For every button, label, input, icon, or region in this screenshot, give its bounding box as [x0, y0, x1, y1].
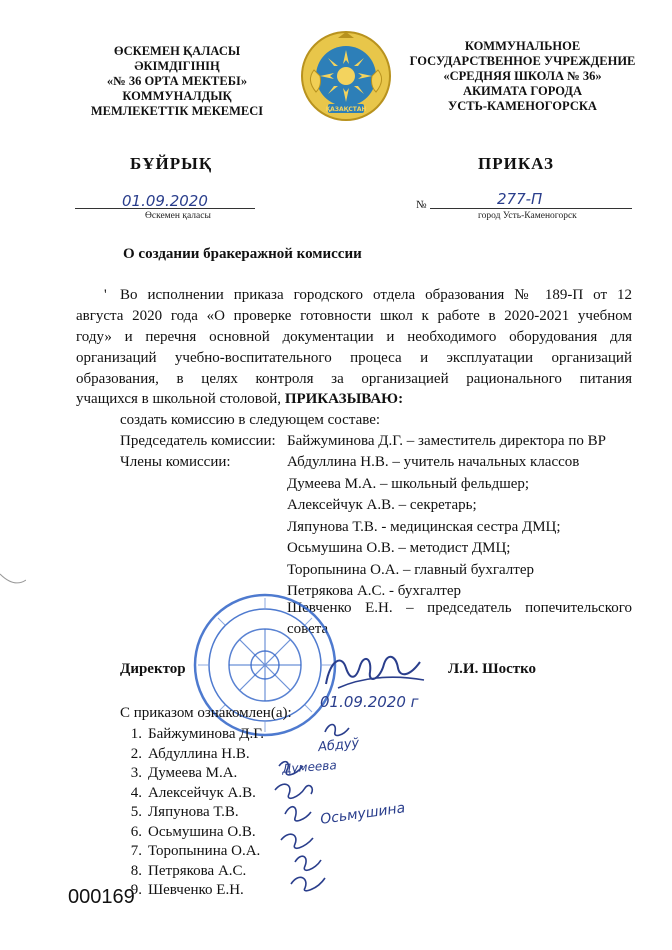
acquainted-name: Думеева М.А. — [148, 765, 238, 781]
body-colon: : — [398, 391, 404, 407]
title-ru: ПРИКАЗ — [478, 154, 554, 173]
acquainted-item — [120, 745, 264, 765]
members-list — [287, 452, 579, 603]
number-underline — [430, 208, 632, 209]
header-ru — [400, 39, 645, 114]
acquainted-num: 2. — [130, 745, 142, 762]
acquainted-signatures — [265, 718, 405, 898]
acquainted-date-handwritten: 01.09.2020 г — [320, 693, 419, 711]
date-underline — [75, 208, 255, 209]
acquainted-item — [120, 823, 264, 843]
body-mark: ' — [104, 287, 107, 303]
acquainted-num: 4. — [130, 784, 142, 801]
member-item: Абдуллина Н.В. – учитель начальных классов — [287, 454, 580, 470]
acquainted-item — [120, 764, 264, 784]
header-kz — [62, 44, 292, 119]
title-kz: БҰЙРЫҚ — [130, 154, 213, 173]
header-ru-line: УСТЬ-КАМЕНОГОРСКА — [448, 99, 597, 113]
header-kz-line: «№ 36 ОРТА МЕКТЕБІ» — [106, 74, 248, 88]
acquainted-item — [120, 881, 264, 901]
acquainted-num: 8. — [130, 862, 142, 879]
number-label: № — [416, 199, 427, 211]
document-number: 000169 — [68, 886, 135, 908]
signature-osmushina: Осьмушина — [319, 800, 407, 828]
body-line: августа 2020 года «О проверке готовности школ к работе в 2020-2021 учебном — [76, 308, 632, 324]
order-date-handwritten: 01.09.2020 — [122, 192, 208, 210]
body-create: создать комиссию в следующем составе: — [120, 412, 381, 428]
acquainted-num: 1. — [130, 726, 142, 742]
acquainted-name: Ляпунова Т.В. — [148, 804, 239, 820]
acquainted-list — [120, 725, 264, 901]
signature-abdullina: Абдуў — [317, 735, 360, 756]
header-ru-line: КОММУНАЛЬНОЕ — [464, 39, 581, 53]
member-item: Ляпунова Т.В. - медицинская сестра ДМЦ; — [287, 518, 561, 535]
state-emblem — [300, 30, 392, 122]
header-ru-line: АКИМАТА ГОРОДА — [462, 84, 583, 98]
city-kz: Өскемен қаласы — [145, 211, 211, 221]
order-subject: О создании бракеражной комиссии — [123, 246, 362, 262]
member-item-last: Шевченко Е.Н. – председатель попечительского — [287, 600, 632, 616]
chair-name: Байжуминова Д.Г. – заместитель директора по ВР — [287, 433, 606, 449]
acquainted-item — [120, 803, 264, 823]
acquainted-name: Осьмушина О.В. — [148, 823, 256, 840]
acquainted-num: 7. — [130, 843, 142, 859]
header-kz-line: ӨСКЕМЕН ҚАЛАСЫ — [113, 44, 241, 58]
body-line: образования, в целях контроля за организацией рационального питания — [76, 371, 632, 387]
body-line: году» и перечня основной документации и необходимого оборудования для — [76, 329, 632, 345]
director-signature — [320, 640, 430, 700]
header-kz-line: КОММУНАЛДЫҚ — [122, 89, 232, 103]
body-line: Во исполнении приказа городского отдела образования № 189-П от 12 — [120, 287, 632, 303]
body-last-text: учащихся в школьной столовой, — [76, 391, 282, 407]
acquainted-num: 6. — [130, 823, 142, 840]
acquainted-name: Торопынина О.А. — [148, 843, 261, 859]
acquainted-item — [120, 784, 264, 804]
binder-hole-mark — [0, 570, 26, 590]
member-item: Петрякова А.С. - бухгалтер — [287, 583, 461, 599]
member-item-last-cont: совета — [287, 621, 329, 637]
chair-label: Председатель комиссии: — [120, 433, 276, 449]
header-ru-line: ГОСУДАРСТВЕННОЕ УЧРЕЖДЕНИЕ — [409, 54, 636, 68]
member-item: Думеева М.А. – школьный фельдшер; — [287, 475, 530, 492]
member-item: Торопынина О.А. – главный бухгалтер — [287, 561, 534, 578]
acquainted-name: Байжуминова Д.Г. — [148, 726, 265, 742]
body-line: организаций учебно-воспитательного процеса и эксплуатации организаций — [76, 350, 632, 366]
header-ru-line: «СРЕДНЯЯ ШКОЛА № 36» — [443, 69, 602, 83]
header-kz-line: ӘКІМДІГІНІҢ — [134, 59, 220, 73]
signature-dumeeva: Думеева — [281, 758, 338, 776]
body-order-word: ПРИКАЗЫВАЮ — [284, 391, 399, 407]
director-label: Директор — [120, 661, 186, 677]
acquainted-item — [120, 842, 264, 862]
order-number-handwritten: 277-П — [497, 190, 543, 208]
header-kz-line: МЕМЛЕКЕТТІК МЕКЕМЕСІ — [90, 104, 264, 118]
emblem-text: ҚАЗАҚСТАН — [325, 106, 367, 113]
acquainted-name: Петрякова А.С. — [148, 862, 247, 879]
acquainted-num: 3. — [130, 765, 142, 781]
director-name: Л.И. Шостко — [448, 661, 537, 677]
acquainted-item — [120, 862, 264, 882]
acquainted-name: Абдуллина Н.В. — [148, 745, 250, 762]
city-ru: город Усть-Каменогорск — [478, 211, 577, 221]
member-item: Алексейчук А.В. – секретарь; — [287, 497, 477, 513]
acquainted-num: 9. — [130, 882, 142, 898]
acquainted-label: С приказом ознакомлен(а): — [120, 705, 292, 721]
acquainted-num: 5. — [130, 804, 142, 820]
members-label: Члены комиссии: — [120, 454, 231, 470]
member-item: Осьмушина О.В. – методист ДМЦ; — [287, 540, 511, 556]
acquainted-name: Шевченко Е.Н. — [148, 882, 244, 898]
acquainted-name: Алексейчук А.В. — [148, 784, 256, 801]
acquainted-item — [120, 725, 264, 745]
body-last-line — [76, 389, 403, 410]
